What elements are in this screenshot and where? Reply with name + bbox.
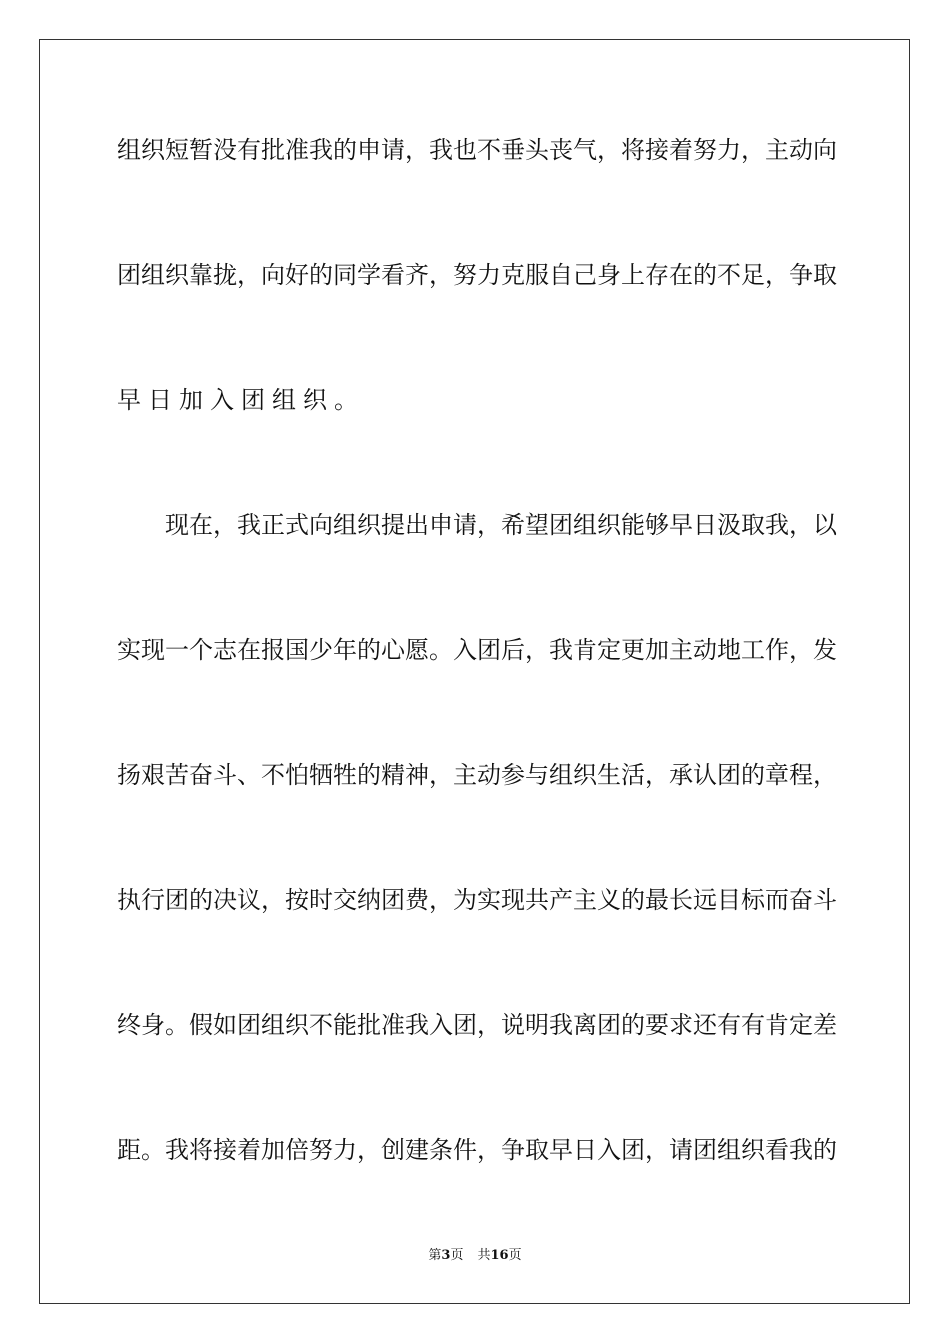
text-line-3: 早日加入团组织。 [117,386,365,414]
footer-total-prefix: 共 [477,1248,491,1263]
page-footer [0,1247,950,1265]
text-line-8: 终 身 。 假 如 团 组 织 不 能 批 准 我 入 团 ， 说 明 我 离 团 的 要 求 还 有 有 肯 定 差 [117,1011,837,1039]
footer-page-suffix: 页 [450,1248,464,1263]
footer-page-number: 3 [441,1248,451,1263]
text-line-5: 实 现 一 个 志 在 报 国 少 年 的 心 愿 。 入 团 后 ， 我 肯 定 更 加 主 动 地 工 作 ， 发 [117,636,837,664]
text-line-2: 团 组 织 靠 拢 ， 向 好 的 同 学 看 齐 ， 努 力 克 服 自 己 身 上 存 在 的 不 足 ， 争 取 [117,261,837,289]
text-line-7: 执 行 团 的 决 议 ， 按 时 交 纳 团 费 ， 为 实 现 共 产 主 义 的 最 长 远 目 标 而 奋 斗 [117,886,837,914]
text-line-9: 距 。 我 将 接 着 加 倍 努 力 ， 创 建 条 件 ， 争 取 早 日 入 团 ， 请 团 组 织 看 我 的 [117,1136,837,1164]
text-line-6: 扬 艰 苦 奋 斗 、 不 怕 牺 牲 的 精 神 ， 主 动 参 与 组 织 生 活 ， 承 认 团 的 章 程 ， [117,761,837,789]
footer-total-pages: 16 [490,1248,509,1263]
footer-total-suffix: 页 [508,1248,522,1263]
text-line-4: 现 在 ， 我 正 式 向 组 织 提 出 申 请 ， 希 望 团 组 织 能 够 早 日 汲 取 我 ， 以 [165,511,837,539]
page-border [39,39,910,1304]
footer-page-prefix: 第 [428,1248,442,1263]
text-line-1: 组 织 短 暂 没 有 批 准 我 的 申 请 ， 我 也 不 垂 头 丧 气 ， 将 接 着 努 力 ， 主 动 向 [117,136,837,164]
